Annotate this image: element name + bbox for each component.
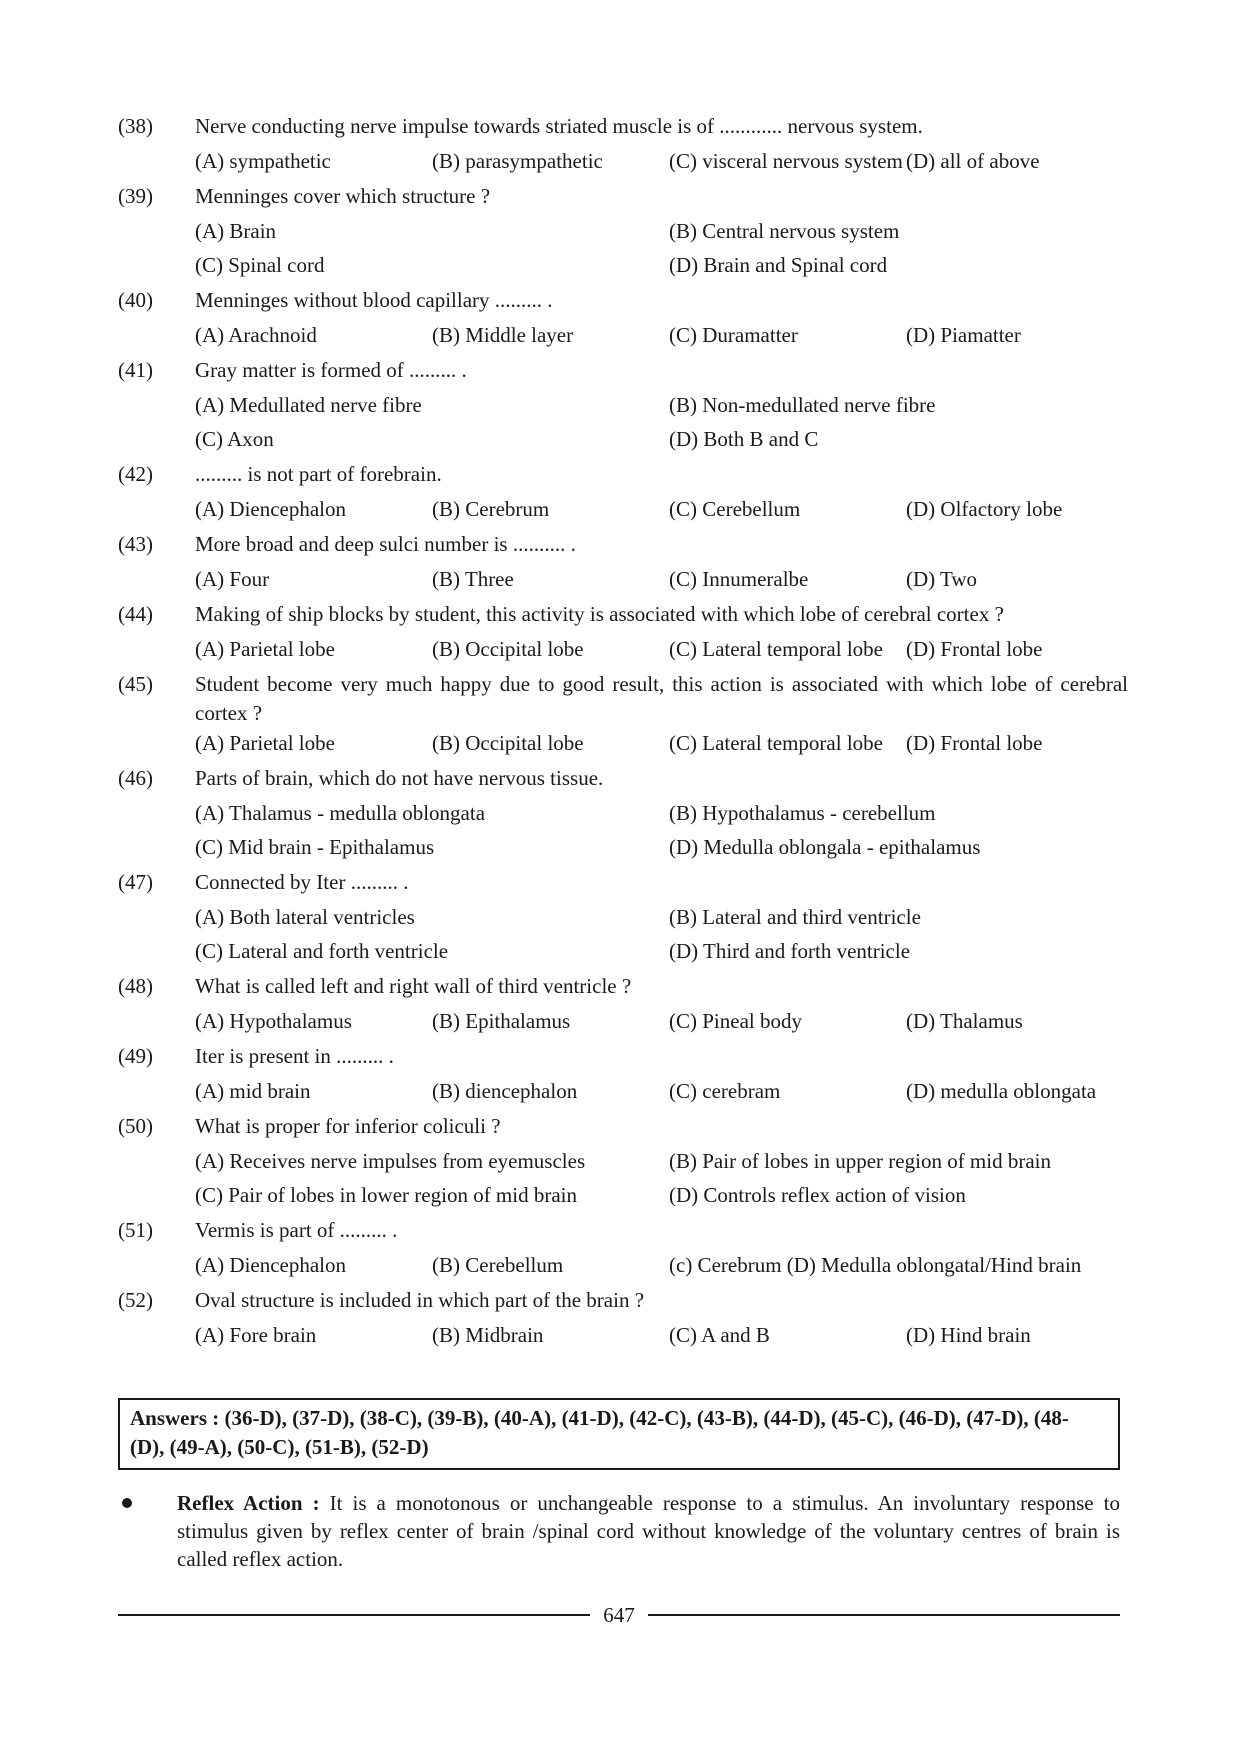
question-text: Oval structure is included in which part of the brain ? — [195, 1288, 645, 1312]
question-text: Iter is present in ......... . — [195, 1044, 394, 1068]
question-number: (48) — [118, 974, 153, 998]
answer-option: (A) Diencephalon — [195, 497, 347, 521]
option-row — [195, 318, 1128, 352]
option-row — [195, 726, 1128, 760]
answer-option: (A) Receives nerve impulses from eyemuscles — [195, 1149, 586, 1173]
answer-option: (C) Mid brain - Epithalamus — [195, 835, 435, 859]
option-row — [195, 1074, 1128, 1108]
reflex-action-note — [118, 1489, 1120, 1573]
answer-option: (B) Epithalamus — [432, 1009, 571, 1033]
option-row — [195, 562, 1128, 596]
answer-option: (D) Medulla oblongala - epithalamus — [669, 835, 981, 859]
option-row — [195, 1178, 1128, 1212]
answer-option: (B) diencephalon — [432, 1079, 578, 1103]
answer-option: (A) Four — [195, 567, 270, 591]
answer-option: (C) cerebram — [669, 1079, 781, 1103]
option-row — [195, 934, 1128, 968]
answer-option: (B) Three — [432, 567, 514, 591]
question-number: (52) — [118, 1288, 153, 1312]
answer-option: (A) Fore brain — [195, 1323, 317, 1347]
answer-option: (D) Both B and C — [669, 427, 819, 451]
question-text: Gray matter is formed of ......... . — [195, 358, 467, 382]
reflex-action-label: Reflex Action : — [177, 1491, 320, 1515]
answer-option: (B) Occipital lobe — [432, 637, 584, 661]
answer-option: (B) Pair of lobes in upper region of mid brain — [669, 1149, 1051, 1173]
answer-key-text: (36-D), (37-D), (38-C), (39-B), (40-A), (41-D), (42-C), (43-B), (44-D), (45-C), (46-D), (47-D), (48- (D), (49-A), (50-C), (51-B), (52-D) — [130, 1406, 1069, 1459]
answer-option: (D) Controls reflex action of vision — [669, 1183, 966, 1207]
question — [118, 1212, 1128, 1282]
option-row — [195, 388, 1128, 422]
answer-option: (A) Parietal lobe — [195, 731, 335, 755]
question — [118, 596, 1128, 666]
answer-option: (C) Spinal cord — [195, 253, 325, 277]
answer-key-box — [118, 1398, 1120, 1470]
answer-option: (A) Brain — [195, 219, 277, 243]
answer-option: (A) Diencephalon — [195, 1253, 347, 1277]
page-footer — [118, 1597, 1120, 1633]
answer-option: (D) Olfactory lobe — [906, 497, 1063, 521]
reflex-action-text: It is a monotonous or unchangeable response to a stimulus. An involuntary response to stimulus given by reflex center of brain /spinal cord without knowledge of the voluntary centres of brain is called reflex action. — [177, 1491, 1120, 1571]
question-list — [118, 108, 1128, 1352]
answer-option: (c) Cerebrum (D) Medulla oblongatal/Hind brain — [669, 1253, 1082, 1277]
question — [118, 178, 1128, 282]
answer-option: (A) sympathetic — [195, 149, 331, 173]
answer-option: (B) Non-medullated nerve fibre — [669, 393, 936, 417]
answer-option: (A) Medullated nerve fibre — [195, 393, 422, 417]
question-text: Parts of brain, which do not have nervous tissue. — [195, 766, 604, 790]
question — [118, 352, 1128, 456]
answer-option: (D) Frontal lobe — [906, 731, 1043, 755]
question-number: (51) — [118, 1218, 153, 1242]
option-row — [195, 632, 1128, 666]
option-row — [195, 1318, 1128, 1352]
answer-option: (C) visceral nervous system — [669, 149, 903, 173]
answer-option: (C) A and B — [669, 1323, 770, 1347]
answer-option: (C) Lateral and forth ventricle — [195, 939, 449, 963]
page-number: 647 — [603, 1603, 635, 1627]
answer-option: (C) Lateral temporal lobe — [669, 731, 883, 755]
answer-option: (A) Hypothalamus — [195, 1009, 352, 1033]
answer-option: (C) Pineal body — [669, 1009, 802, 1033]
question-number: (50) — [118, 1114, 153, 1138]
answer-option: (D) Brain and Spinal cord — [669, 253, 888, 277]
answer-option: (D) all of above — [906, 149, 1040, 173]
question-number: (38) — [118, 114, 153, 138]
question-text: Vermis is part of ......... . — [195, 1218, 398, 1242]
question — [118, 864, 1128, 968]
answer-option: (D) Two — [906, 567, 978, 591]
question — [118, 1108, 1128, 1212]
answer-option: (A) Parietal lobe — [195, 637, 335, 661]
question-number: (39) — [118, 184, 153, 208]
answer-option: (D) Frontal lobe — [906, 637, 1043, 661]
question-text: ......... is not part of forebrain. — [195, 462, 442, 486]
answer-option: (C) Duramatter — [669, 323, 798, 347]
answer-option: (B) Lateral and third ventricle — [669, 905, 921, 929]
answer-option: (D) Third and forth ventricle — [669, 939, 911, 963]
question-number: (46) — [118, 766, 153, 790]
answer-option: (B) Cerebellum — [432, 1253, 564, 1277]
answer-option: (C) Cerebellum — [669, 497, 801, 521]
question — [118, 108, 1128, 178]
answer-option: (C) Lateral temporal lobe — [669, 637, 883, 661]
footer-rule-left — [118, 1614, 590, 1616]
option-row — [195, 144, 1128, 178]
bullet-icon — [122, 1498, 132, 1508]
question-text: Nerve conducting nerve impulse towards striated muscle is of ............ nervous system. — [195, 114, 923, 138]
question-number: (41) — [118, 358, 153, 382]
answer-option: (D) medulla oblongata — [906, 1079, 1097, 1103]
option-row — [195, 1248, 1128, 1282]
question-text: More broad and deep sulci number is .......... . — [195, 532, 576, 556]
question-text: What is called left and right wall of third ventricle ? — [195, 974, 632, 998]
answer-option: (D) Thalamus — [906, 1009, 1023, 1033]
answer-option: (A) mid brain — [195, 1079, 311, 1103]
answer-option: (D) Hind brain — [906, 1323, 1031, 1347]
question — [118, 1282, 1128, 1352]
question-text: Menninges without blood capillary ......... . — [195, 288, 553, 312]
question — [118, 1038, 1128, 1108]
option-row — [195, 492, 1128, 526]
question-number: (40) — [118, 288, 153, 312]
question-number: (42) — [118, 462, 153, 486]
answer-option: (C) Pair of lobes in lower region of mid brain — [195, 1183, 577, 1207]
question — [118, 456, 1128, 526]
answer-option: (B) Middle layer — [432, 323, 574, 347]
option-row — [195, 1004, 1128, 1038]
answer-option: (B) Occipital lobe — [432, 731, 584, 755]
answer-option: (B) Midbrain — [432, 1323, 544, 1347]
option-row — [195, 900, 1128, 934]
question — [118, 968, 1128, 1038]
answer-option: (B) Central nervous system — [669, 219, 900, 243]
question — [118, 526, 1128, 596]
question-text: Menninges cover which structure ? — [195, 184, 491, 208]
question — [118, 760, 1128, 864]
option-row — [195, 422, 1128, 456]
question-number: (47) — [118, 870, 153, 894]
answer-option: (D) Piamatter — [906, 323, 1021, 347]
answer-key-label: Answers : — [130, 1406, 220, 1430]
footer-rule-right — [648, 1614, 1120, 1616]
answer-option: (B) parasympathetic — [432, 149, 603, 173]
question-number: (43) — [118, 532, 153, 556]
answer-option: (A) Thalamus - medulla oblongata — [195, 801, 486, 825]
answer-option: (A) Both lateral ventricles — [195, 905, 415, 929]
question-number: (49) — [118, 1044, 153, 1068]
option-row — [195, 214, 1128, 248]
answer-option: (C) Innumeralbe — [669, 567, 809, 591]
question-text: Student become very much happy due to good result, this action is associated with which lobe of cerebral cortex ? — [195, 672, 1128, 725]
option-row — [195, 1144, 1128, 1178]
answer-option: (A) Arachnoid — [195, 323, 317, 347]
question — [118, 666, 1128, 760]
answer-option: (B) Hypothalamus - cerebellum — [669, 801, 936, 825]
option-row — [195, 248, 1128, 282]
question-number: (44) — [118, 602, 153, 626]
question-number: (45) — [118, 672, 153, 696]
answer-option: (B) Cerebrum — [432, 497, 550, 521]
question-text: What is proper for inferior coliculi ? — [195, 1114, 501, 1138]
answer-option: (C) Axon — [195, 427, 274, 451]
option-row — [195, 830, 1128, 864]
question — [118, 282, 1128, 352]
question-text: Connected by Iter ......... . — [195, 870, 409, 894]
question-text: Making of ship blocks by student, this activity is associated with which lobe of cerebral cortex ? — [195, 602, 1004, 626]
option-row — [195, 796, 1128, 830]
